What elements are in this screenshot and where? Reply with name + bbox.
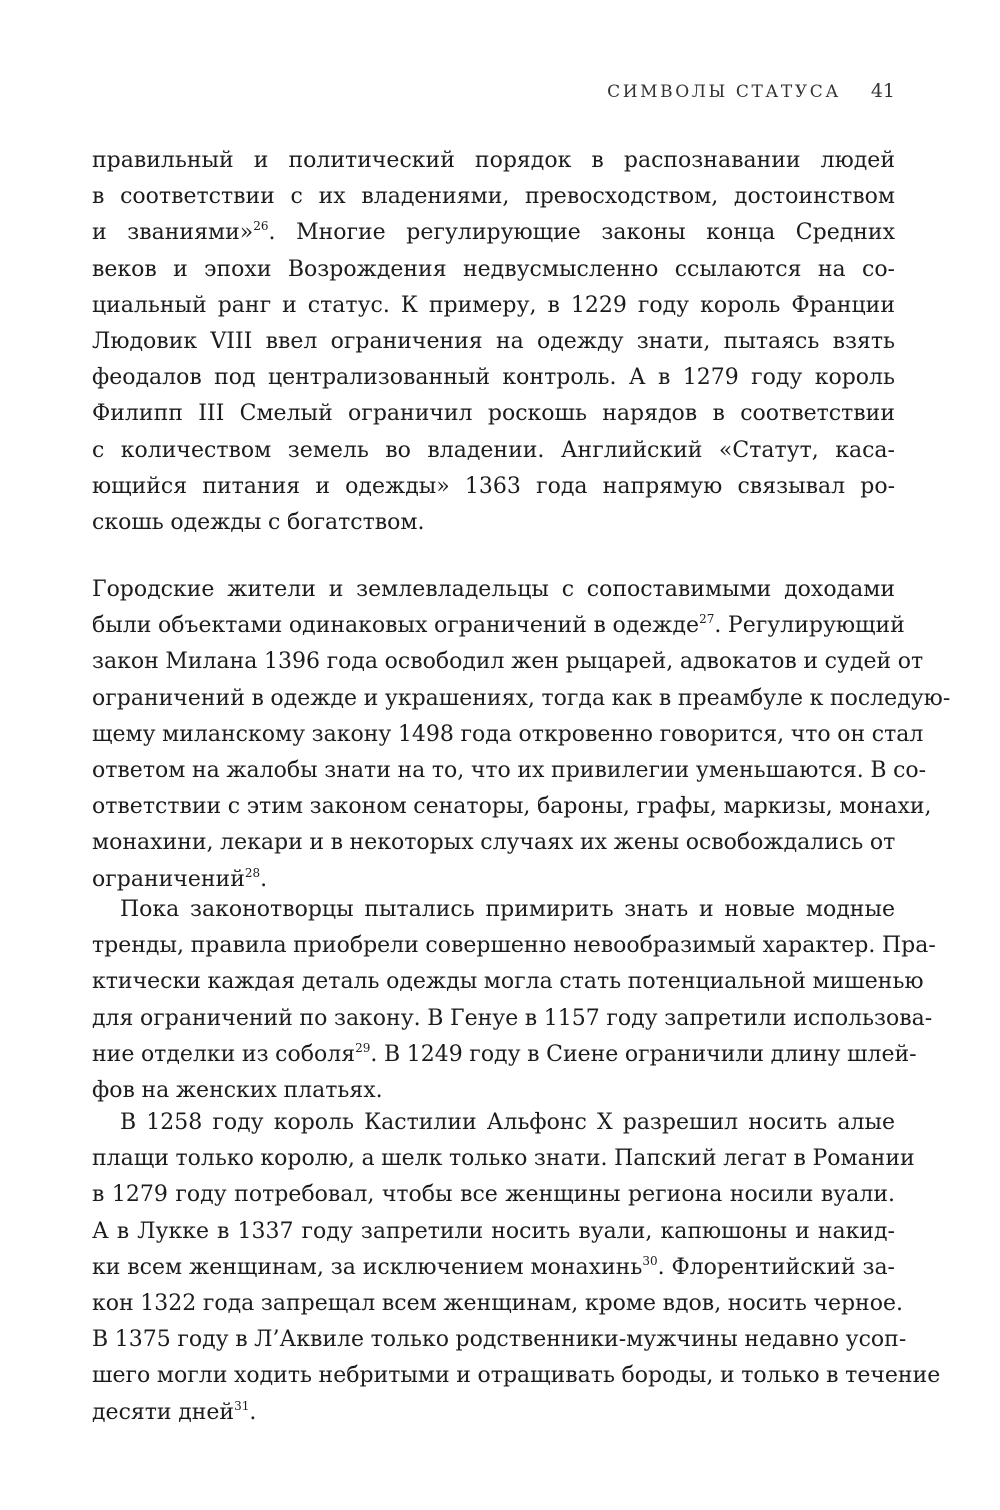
text-line: В 1258 году король Кастилии Альфонс X разрешил носить алые xyxy=(120,1110,895,1135)
text-line: ответствии с этим законом сенаторы, бароны, графы, маркизы, монахи, xyxy=(92,794,932,820)
text-line: кон 1322 года запрещал всем женщинам, кроме вдов, носить черное. xyxy=(92,1290,903,1316)
text-line: были объектами одинаковых ограничений в одежде$^{27}$. Регулирующий xyxy=(92,612,905,639)
text-line: Городские жители и землевладельцы с сопоставимыми доходами xyxy=(92,577,895,602)
text-line: скошь одежды с богатством. xyxy=(92,509,425,535)
text-line: ограничений$^{28}$. xyxy=(92,865,268,892)
paragraph-lawmakers xyxy=(92,892,936,1109)
text-line: правильный и политический порядок в распознавании людей xyxy=(92,148,895,173)
text-line: тренды, правила приобрели совершенно невообразимый характер. Пра- xyxy=(92,933,936,959)
text-line: феодалов под централизованный контроль. А в 1279 году король xyxy=(92,365,895,391)
text-line: ющийся питания и одежды» 1363 года напрямую связывал ро- xyxy=(92,473,895,499)
running-title: СИМВОЛЫ СТАТУСА xyxy=(607,82,841,102)
running-head xyxy=(607,80,895,102)
text-line: Пока законотворцы пытались примирить знать и новые модные xyxy=(120,897,895,922)
text-line: В 1375 году в Л’Аквиле только родственники-мужчины недавно усоп- xyxy=(92,1327,907,1353)
text-line: Филипп III Смелый ограничил роскошь нарядов в соответствии xyxy=(92,401,895,427)
paragraph-continuation xyxy=(92,143,895,541)
text-line: плащи только королю, а шелк только знати. Папский легат в Романии xyxy=(92,1146,915,1172)
text-line: в соответствии с их владениями, превосходством, достоинством xyxy=(92,184,895,210)
paragraph-examples xyxy=(92,1105,941,1431)
footnote-ref: 26 xyxy=(253,219,269,234)
text-line: ограничений в одежде и украшениях, тогда как в преамбуле к последую- xyxy=(92,685,951,711)
text-line: циальный ранг и статус. К примеру, в 1229 году король Франции xyxy=(92,292,895,318)
text-line: и званиями»$^{26}$. Многие регулирующие законы конца Средних xyxy=(92,219,895,246)
footnote-ref: 27 xyxy=(699,612,715,627)
footnote-ref: 28 xyxy=(244,865,261,880)
text-line: для ограничений по закону. В Генуе в 1157 году запретили использова- xyxy=(92,1005,933,1031)
text-line: закон Милана 1396 года освободил жен рыцарей, адвокатов и судей от xyxy=(92,649,924,675)
text-line: веков и эпохи Возрождения недвусмысленно ссылаются на со- xyxy=(92,256,895,282)
text-line: фов на женских платьях. xyxy=(92,1077,383,1103)
text-line: в 1279 году потребовал, чтобы все женщины региона носили вуали. xyxy=(92,1182,895,1208)
text-line: ответом на жалобы знати на то, что их привилегии уменьшаются. В со- xyxy=(92,757,927,783)
page-number: 41 xyxy=(870,80,895,102)
footnote-ref: 31 xyxy=(234,1398,250,1413)
text-line: с количеством земель во владении. Английский «Статут, каса- xyxy=(92,437,895,463)
text-line: щему миланскому закону 1498 года откровенно говорится, что он стал xyxy=(92,721,924,747)
footnote-ref: 30 xyxy=(642,1253,658,1268)
text-line: монахини, лекари и в некоторых случаях их жены освобождались от xyxy=(92,830,896,856)
text-line: десяти дней$^{31}$. xyxy=(92,1398,257,1425)
paragraph-townspeople xyxy=(92,572,951,898)
text-line: А в Лукке в 1337 году запретили носить вуали, капюшоны и накид- xyxy=(92,1218,895,1244)
footnote-ref: 29 xyxy=(355,1040,371,1055)
text-line: ки всем женщинам, за исключением монахинь$^{30}$. Флорентийский за- xyxy=(92,1253,895,1280)
text-line: Людовик VIII ввел ограничения на одежду знати, пытаясь взять xyxy=(92,328,895,354)
text-line: ние отделки из соболя$^{29}$. В 1249 году в Сиене ограничили длину шлей- xyxy=(92,1040,917,1067)
text-line: ктически каждая деталь одежды могла стать потенциальной мишенью xyxy=(92,969,924,995)
text-line: шего могли ходить небритыми и отращивать бороды, и только в течение xyxy=(92,1363,941,1389)
